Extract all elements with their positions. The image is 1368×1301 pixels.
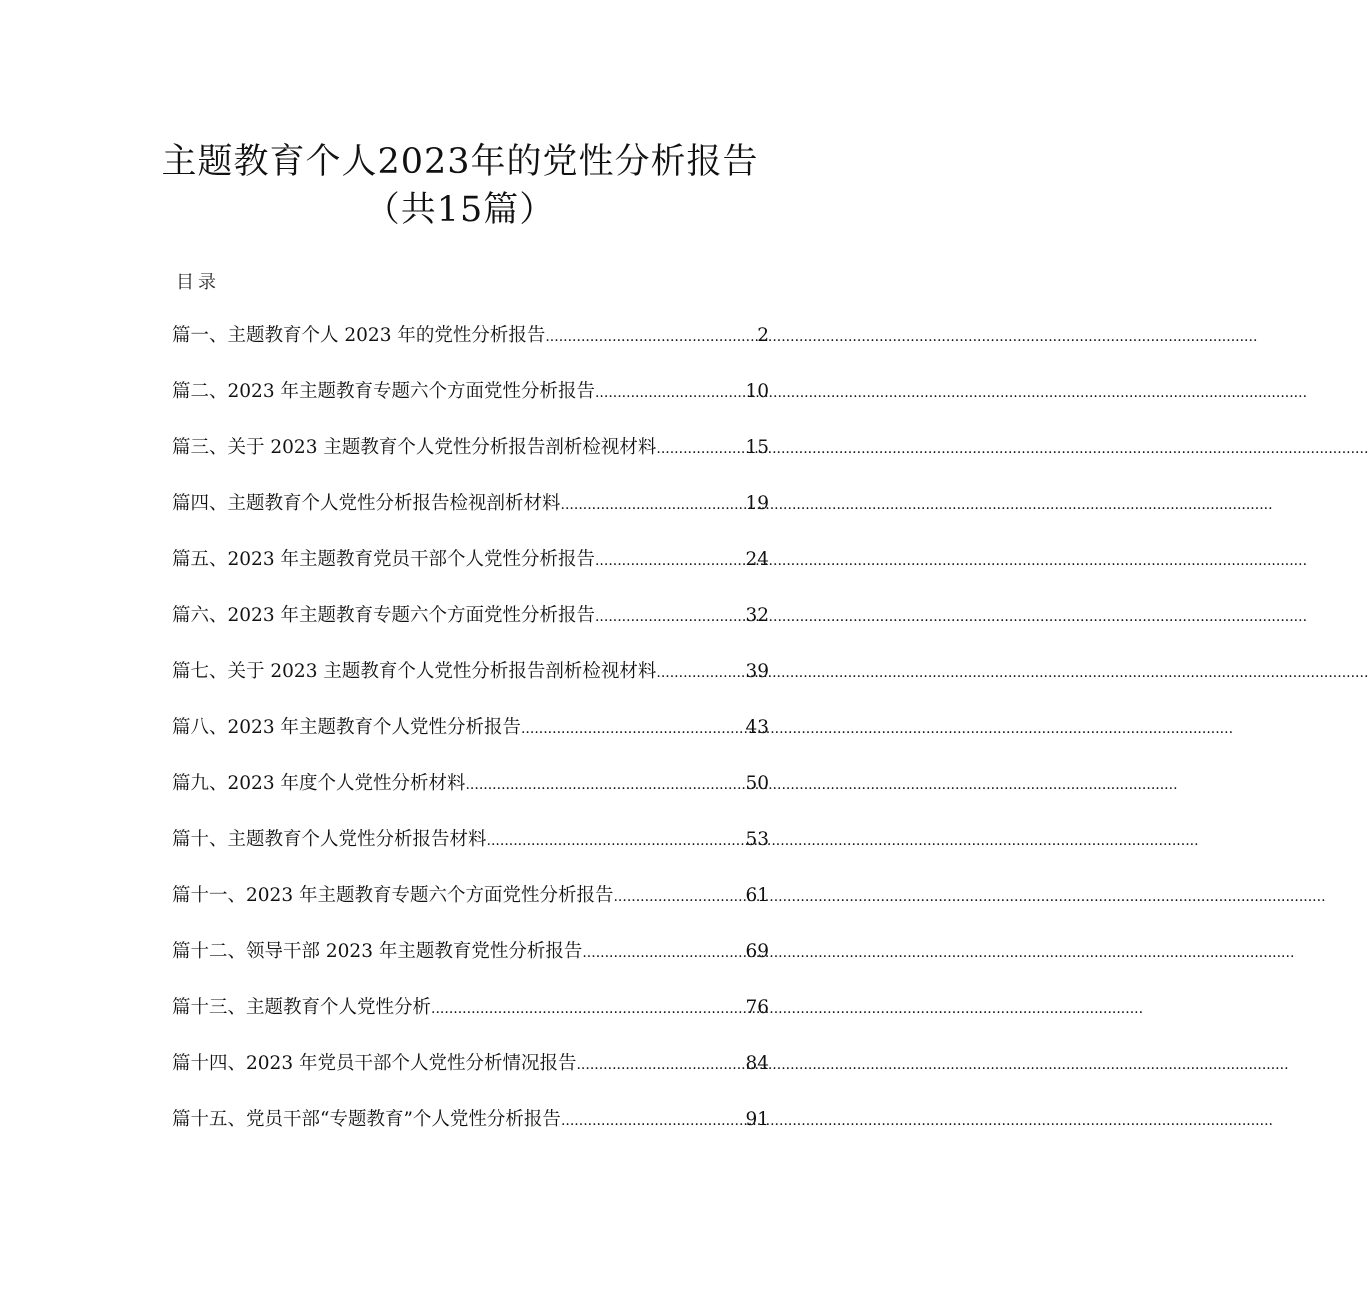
toc-entry[interactable] bbox=[172, 492, 769, 548]
toc-dot-leader bbox=[656, 437, 745, 461]
toc-page-number: 32 bbox=[745, 605, 769, 626]
toc-entry-number: 篇十四、 bbox=[172, 1053, 247, 1074]
toc-page-number: 53 bbox=[745, 829, 769, 850]
toc-dot-leader bbox=[545, 325, 757, 349]
toc-entry-title: 2023 年度个人党性分析材料 bbox=[227, 773, 466, 794]
toc-entry-number: 篇一、 bbox=[172, 325, 228, 346]
toc-entry[interactable] bbox=[172, 324, 769, 380]
toc-page-number: 50 bbox=[745, 773, 769, 794]
toc-dot-leader bbox=[595, 605, 745, 629]
toc-entry-number: 篇十三、 bbox=[172, 997, 247, 1018]
toc-dot-leader bbox=[656, 661, 745, 685]
toc-entry-title: 主题教育个人 2023 年的党性分析报告 bbox=[227, 325, 546, 346]
toc-dot-leader bbox=[487, 829, 746, 853]
toc-entry[interactable] bbox=[172, 1108, 769, 1164]
toc-entry-title: 领导干部 2023 年主题教育党性分析报告 bbox=[246, 941, 583, 962]
toc-dot-leader bbox=[595, 381, 745, 405]
toc-entry-title: 2023 年主题教育专题六个方面党性分析报告 bbox=[246, 885, 614, 906]
toc-entry[interactable] bbox=[172, 996, 769, 1052]
toc-entry[interactable] bbox=[172, 604, 769, 660]
toc-entry-number: 篇四、 bbox=[172, 493, 228, 514]
toc-entry-title: 主题教育个人党性分析报告材料 bbox=[227, 829, 487, 850]
toc-entry[interactable] bbox=[172, 716, 769, 772]
toc-entry[interactable] bbox=[172, 828, 769, 884]
toc-entry-number: 篇十一、 bbox=[172, 885, 247, 906]
toc-entry-title: 2023 年主题教育个人党性分析报告 bbox=[227, 717, 521, 738]
toc-entry-title: 2023 年党员干部个人党性分析情况报告 bbox=[246, 1053, 577, 1074]
toc-page-number: 19 bbox=[745, 493, 769, 514]
toc-page-number: 91 bbox=[745, 1109, 769, 1130]
toc-dot-leader bbox=[561, 1109, 746, 1133]
toc-entry[interactable] bbox=[172, 772, 769, 828]
toc-entry-number: 篇七、 bbox=[172, 661, 228, 682]
toc-heading: 目录 bbox=[176, 272, 220, 293]
toc-dot-leader bbox=[582, 941, 745, 965]
toc-entry[interactable] bbox=[172, 436, 769, 492]
toc-entry[interactable] bbox=[172, 660, 769, 716]
toc-entry[interactable] bbox=[172, 940, 769, 996]
toc-dot-leader bbox=[465, 773, 745, 797]
toc-dot-leader bbox=[431, 997, 745, 1021]
toc-page-number: 84 bbox=[745, 1053, 769, 1074]
toc-page-number: 2 bbox=[757, 325, 769, 346]
toc-dot-leader bbox=[613, 885, 745, 909]
toc-page-number: 76 bbox=[745, 997, 769, 1018]
toc-page-number: 69 bbox=[745, 941, 769, 962]
toc-entry-number: 篇六、 bbox=[172, 605, 228, 626]
toc-page-number: 43 bbox=[745, 717, 769, 738]
toc-entry-number: 篇十、 bbox=[172, 829, 228, 850]
toc-entry[interactable] bbox=[172, 380, 769, 436]
toc-entry-title: 2023 年主题教育专题六个方面党性分析报告 bbox=[227, 381, 595, 402]
toc-entry-title: 2023 年主题教育党员干部个人党性分析报告 bbox=[227, 549, 595, 570]
toc-page-number: 24 bbox=[745, 549, 769, 570]
toc-entry-number: 篇十二、 bbox=[172, 941, 247, 962]
toc-entry-title: 关于 2023 主题教育个人党性分析报告剖析检视材料 bbox=[227, 661, 657, 682]
toc-entry-number: 篇十五、 bbox=[172, 1109, 247, 1130]
toc-entry[interactable] bbox=[172, 884, 769, 940]
toc-entry-number: 篇八、 bbox=[172, 717, 228, 738]
toc-page-number: 61 bbox=[745, 885, 769, 906]
toc-dot-leader bbox=[595, 549, 745, 573]
toc-entry-title: 党员干部“专题教育”个人党性分析报告 bbox=[246, 1109, 561, 1130]
toc-entry-number: 篇二、 bbox=[172, 381, 228, 402]
toc-entry[interactable] bbox=[172, 548, 769, 604]
toc-page-number: 15 bbox=[745, 437, 769, 458]
toc-dot-leader bbox=[561, 493, 746, 517]
toc-page-number: 10 bbox=[745, 381, 769, 402]
toc-entry-number: 篇九、 bbox=[172, 773, 228, 794]
toc-entry-title: 主题教育个人党性分析 bbox=[246, 997, 432, 1018]
toc-dot-leader bbox=[576, 1053, 745, 1077]
toc-entry-number: 篇三、 bbox=[172, 437, 228, 458]
toc-dot-leader bbox=[521, 717, 745, 741]
toc-entry-title: 主题教育个人党性分析报告检视剖析材料 bbox=[227, 493, 561, 514]
toc-entry-title: 2023 年主题教育专题六个方面党性分析报告 bbox=[227, 605, 595, 626]
toc-page-number: 39 bbox=[745, 661, 769, 682]
document-title: 主题教育个人2023年的党性分析报告（共15篇） bbox=[161, 142, 759, 230]
table-of-contents bbox=[172, 324, 769, 1164]
toc-entry-number: 篇五、 bbox=[172, 549, 228, 570]
toc-entry[interactable] bbox=[172, 1052, 769, 1108]
toc-entry-title: 关于 2023 主题教育个人党性分析报告剖析检视材料 bbox=[227, 437, 657, 458]
